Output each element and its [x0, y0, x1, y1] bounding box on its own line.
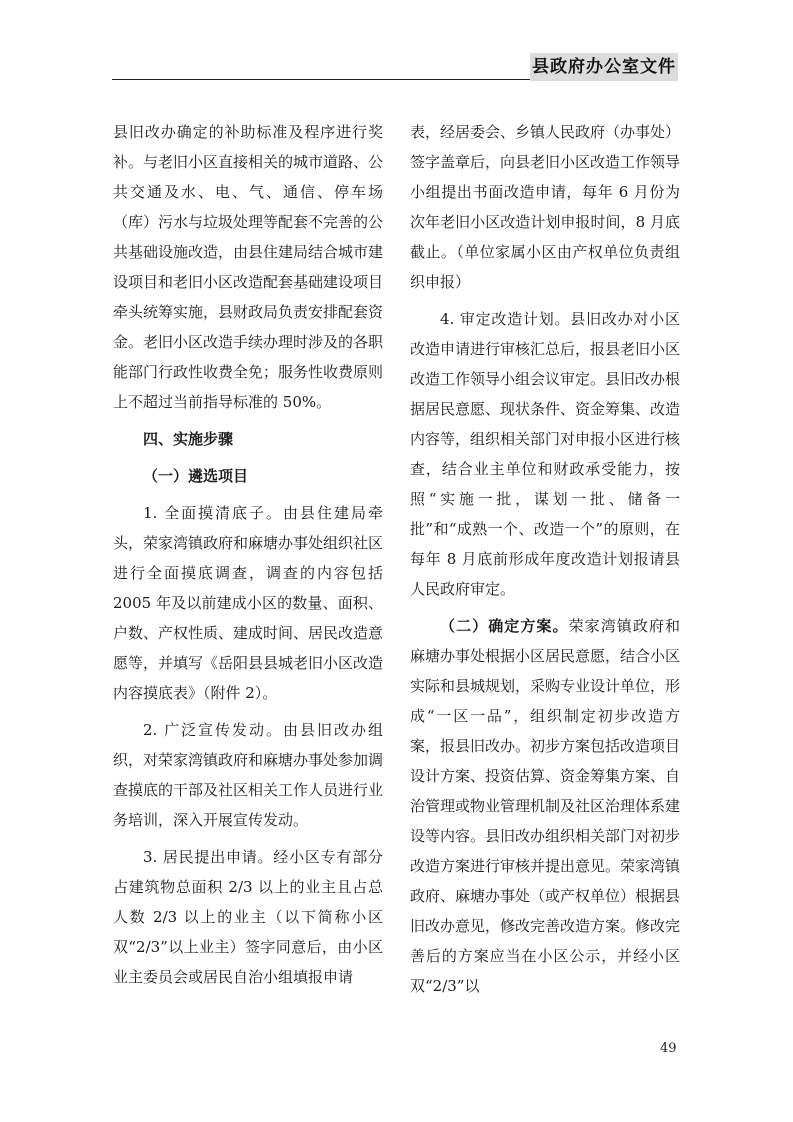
paragraph-step-1: 1. 全面摸清底子。由县住建局牵头，荣家湾镇政府和麻塘办事处组织社区进行全面摸底调查，调查的内容包括 2005 年及以前建成小区的数量、面积、户数、产权性质、建成时间、居民改造意愿等，并填写《岳阳县县城老旧小区改造内容摸底表》（附件 2）。: [113, 504, 384, 702]
left-column: [113, 117, 383, 992]
page-number: 49: [660, 1041, 677, 1056]
header-title: 县政府办公室文件: [530, 53, 678, 81]
subsection-heading: （一）遴选项目: [143, 467, 249, 485]
paragraph-step-3: 3. 居民提出申请。经小区专有部分占建筑物总面积 2/3 以上的业主且占总人数 2/3 以上的业主（以下简称小区双“2/3”以上业主）签字同意后，由小区业主委员会或居民自治小组填报申请: [113, 848, 383, 986]
paragraph-step-4: 4. 审定改造计划。县旧改办对小区改造申请进行审核汇总后，报县老旧小区改造工作领导小组会议审定。县旧改办根据居民意愿、现状条件、资金筹集、改造内容等，组织相关部门对申报小区进行核查，结合业主单位和财政承受能力，按照“实施一批，谋划一批、储备一批”和“成熟一个、改造一个”的原则，在每年 8 月底前形成年度改造计划报请县人民政府审定。: [410, 310, 681, 598]
paragraph-body: 荣家湾镇政府和麻塘办事处根据小区居民意愿，结合小区实际和县城规划，采购专业设计单位，形成“一区一品”，组织制定初步改造方案，报县旧改办。初步方案包括改造项目设计方案、投资估算、资金筹集方案、自治管理或物业管理机制及社区治理体系建设等内容。县旧改办组织相关部门对初步改造方案进行审核并提出意见。荣家湾镇政府、麻塘办事处（或产权单位）根据县旧改办意见，修改完善改造方案。修改完善后的方案应当在小区公示，并经小区双“2/3”以: [410, 617, 681, 995]
right-column: [410, 117, 680, 1001]
paragraph-continued: 表，经居委会、乡镇人民政府（办事处）签字盖章后，向县老旧小区改造工作领导小组提出书面改造申请，每年 6 月份为次年老旧小区改造计划申报时间，8 月底截止。（单位家属小区由产权单位负责组织申报）: [410, 123, 681, 291]
subsection-lead: （二）确定方案。: [440, 617, 569, 635]
section-heading: 四、实施步骤: [143, 430, 234, 448]
paragraph-confirm-plan: [410, 611, 680, 1001]
paragraph-step-2: 2. 广泛宣传发动。由县旧改办组织，对荣家湾镇政府和麻塘办事处参加调查摸底的干部及社区相关工作人员进行业务培训，深入开展宣传发动。: [113, 721, 384, 829]
paragraph-continued: 县旧改办确定的补助标准及程序进行奖补。与老旧小区直接相关的城市道路、公共交通及水、电、气、通信、停车场（库）污水与垃圾处理等配套不完善的公共基础设施改造，由县住建局结合城市建设项目和老旧小区改造配套基础建设项目牵头统筹实施，县财政局负责安排配套资金。老旧小区改造手续办理时涉及的各职能部门行政性收费全免；服务性收费原则上不超过当前指导标准的 50%。: [113, 123, 384, 411]
